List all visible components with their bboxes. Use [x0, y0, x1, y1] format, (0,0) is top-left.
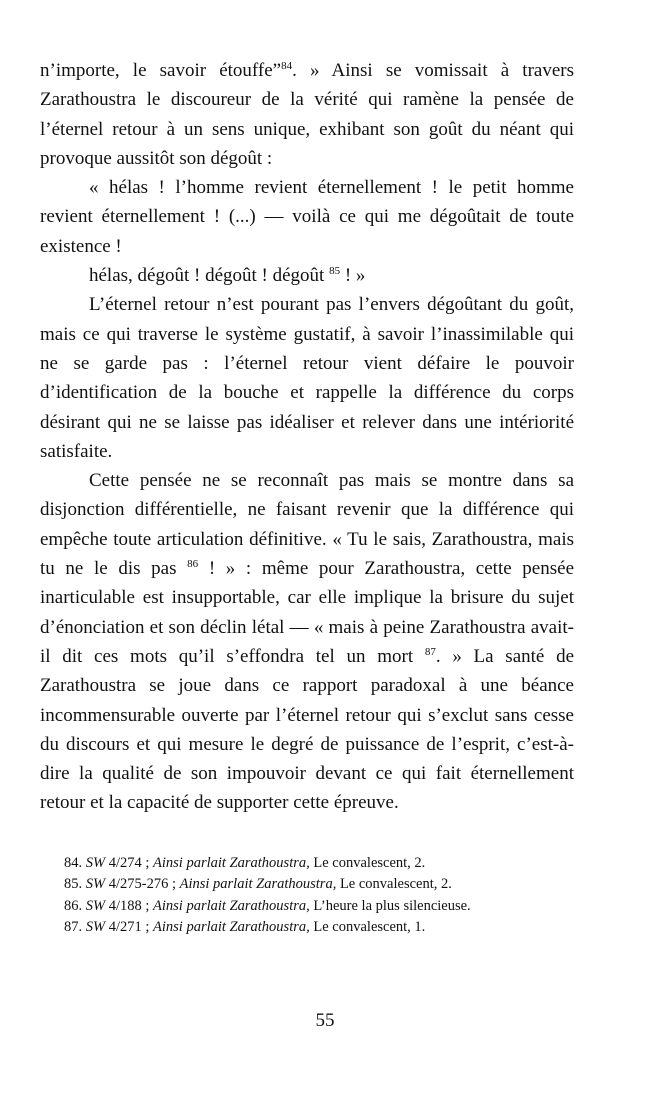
footnote-86: 86. SW 4/188 ; Ainsi parlait Zarathoustra, L’heure la plus silencieuse.: [64, 897, 471, 914]
footnote-ref-85[interactable]: 85: [329, 265, 341, 278]
paragraph-1: [40, 56, 574, 173]
paragraph-1-rest: . » Ainsi se vomissait à travers Zarathoustra le discoureur de la vérité qui ramène la pensée de l’éternel retour à un sens unique, exhibant son goût du néant qui provoque aussitôt son dégoût :: [40, 60, 574, 169]
page-number: 55: [315, 1010, 335, 1031]
paragraph-3-part-b: ! » : même pour Zarathoustra, cette pensée inarticulable est insupportable, car elle implique la brisure du sujet d’énonciation et son déclin létal — « mais à peine Zarathoustra avait-il dit ces mots qu’il s’effondra tel un mort: [40, 558, 575, 667]
paragraph-1-text: n’importe, le savoir étouffe”: [40, 60, 282, 81]
quote-2-end: ! »: [340, 265, 366, 287]
main-text: [40, 56, 574, 818]
footnote-ref-87[interactable]: 87: [424, 645, 436, 658]
footnote-87: 87. SW 4/271 ; Ainsi parlait Zarathoustra, Le convalescent, 1.: [64, 919, 426, 936]
footnotes: [40, 853, 574, 939]
footnote-84: 84. SW 4/274 ; Ainsi parlait Zarathoustra, Le convalescent, 2.: [64, 855, 426, 871]
footnote-85: 85. SW 4/275-276 ; Ainsi parlait Zarathoustra, Le convalescent, 2.: [64, 876, 452, 893]
paragraph-3: [40, 466, 574, 818]
paragraph-2: L’éternel retour n’est pourant pas l’envers dégoûtant du goût, mais ce qui traverse le système gustatif, à savoir l’inassimilable qui ne se garde pas : l’éternel retour vient défaire le pouvoir d’identification de la bouche et rappelle la différence du corps désirant qui ne se laisse pas idéaliser et relever dans une intériorité satisfaite.: [40, 294, 574, 462]
quote-2-text: hélas, dégoût ! dégoût ! dégoût: [89, 265, 325, 287]
quote-2: [40, 261, 574, 290]
footnote-ref-84[interactable]: 84: [281, 60, 293, 72]
paragraph-3-part-a: Cette pensée ne se reconnaît pas mais se montre dans sa disjonction différentielle, ne faisant revenir que la différence qui empêche toute articulation définitive. « Tu le sais, Zarathoustra, mais tu ne le dis pas: [40, 470, 574, 580]
quote-1: « hélas ! l’homme revient éternellement ! le petit homme revient éternellement ! (...) — voilà ce qui me dégoûtait de toute existence !: [40, 177, 574, 257]
footnote-ref-86[interactable]: 86: [187, 558, 199, 571]
paragraph-3-part-c: . » La santé de Zarathoustra se joue dans ce rapport paradoxal à une béance incommensurable ouverte par l’éternel retour qui s’exclut sans cesse du discours et qui mesure le degré de puissance de l’esprit, c’est-à-dire la qualité de son impouvoir devant ce qui fait éternellement retour et la capacité de supporter cette épreuve.: [40, 645, 574, 814]
